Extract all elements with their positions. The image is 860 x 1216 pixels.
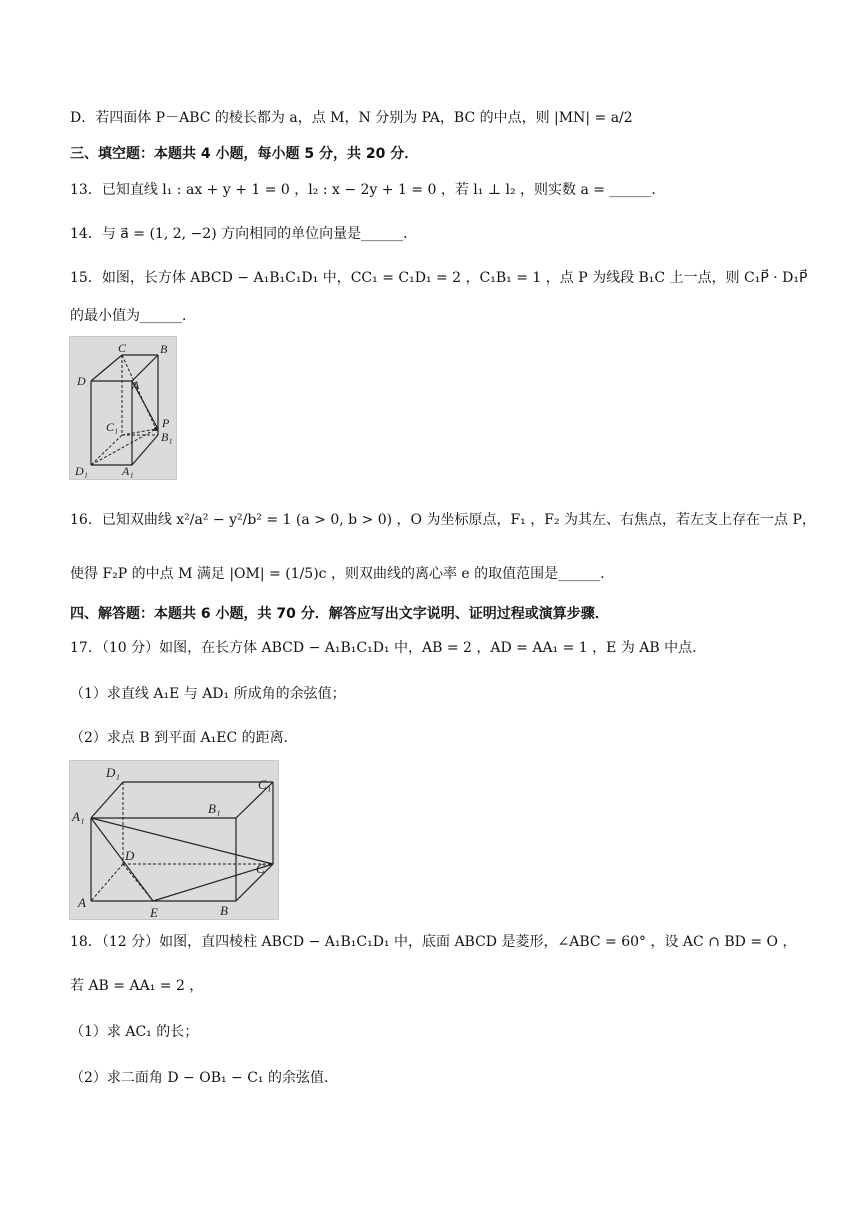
question-18-line1: 18．（12 分）如图，直四棱柱 ABCD − A₁B₁C₁D₁ 中，底面 ABCD 是菱形，∠ABC = 60° ，设 AC ∩ BD = O ， <box>70 934 797 950</box>
label-d1: D₁ <box>106 765 120 780</box>
question-18-line2: 若 AB = AA₁ = 2 ， <box>70 978 204 994</box>
label-d1: D₁ <box>75 464 88 478</box>
question-18-part1: （1）求 AC₁ 的长； <box>70 1024 199 1040</box>
label-c1: C₁ <box>258 777 272 792</box>
label-b: B <box>220 903 228 918</box>
label-a1: A₁ <box>72 809 85 824</box>
question-17: 17．（10 分）如图，在长方体 ABCD − A₁B₁C₁D₁ 中，AB = 2 ，AD = AA₁ = 1 ，E 为 AB 中点． <box>70 640 707 656</box>
question-16-line1: 16．已知双曲线 x²/a² − y²/b² = 1 (a > 0, b > 0) ，O 为坐标原点，F₁ ，F₂ 为其左、右焦点，若左支上存在一点 P， <box>70 512 816 528</box>
option-d: D．若四面体 P－ABC 的棱长都为 a，点 M，N 分别为 PA，BC 的中点，则 |MN| = a/2 <box>70 110 633 126</box>
label-p: P <box>162 416 170 430</box>
label-b1: B₁ <box>161 430 173 444</box>
label-c1: C₁ <box>106 420 119 434</box>
question-15-line2: 的最小值为______． <box>70 308 196 324</box>
section-4-heading: 四、解答题：本题共 6 小题，共 70 分．解答应写出文字说明、证明过程或演算步骤． <box>70 606 609 622</box>
label-a: A <box>78 895 86 910</box>
figure-q17 <box>69 760 279 920</box>
question-16-line2: 使得 F₂P 的中点 M 满足 |OM| = (1/5)c ，则双曲线的离心率 e 的取值范围是______． <box>70 566 615 582</box>
section-3-heading: 三、填空题：本题共 4 小题，每小题 5 分，共 20 分． <box>70 146 419 162</box>
label-b1: B₁ <box>208 801 221 816</box>
label-a1: A₁ <box>122 464 134 478</box>
question-15-line1: 15．如图，长方体 ABCD − A₁B₁C₁D₁ 中，CC₁ = C₁D₁ = 2 ，C₁B₁ = 1 ，点 P 为线段 B₁C 上一点，则 C₁P⃗ · D₁P⃗ <box>70 270 808 286</box>
question-18-part2: （2）求二面角 D − OB₁ − C₁ 的余弦值． <box>70 1070 338 1086</box>
question-14: 14．与 a⃗ = (1, 2, −2) 方向相同的单位向量是______． <box>70 226 418 242</box>
question-13: 13．已知直线 l₁ : ax + y + 1 = 0 ，l₂ : x − 2y + 1 = 0 ，若 l₁ ⊥ l₂ ，则实数 a = ______． <box>70 182 666 198</box>
question-17-part1: （1）求直线 A₁E 与 AD₁ 所成角的余弦值； <box>70 686 346 702</box>
label-d: D <box>77 374 86 388</box>
label-b: B <box>160 342 168 356</box>
label-d: D <box>125 848 135 863</box>
label-e: E <box>150 905 158 919</box>
label-c: C <box>256 861 265 876</box>
question-17-part2: （2）求点 B 到平面 A₁EC 的距离． <box>70 730 298 746</box>
figure-q15 <box>69 336 177 480</box>
label-c: C <box>118 341 127 355</box>
label-a: A <box>132 378 140 392</box>
